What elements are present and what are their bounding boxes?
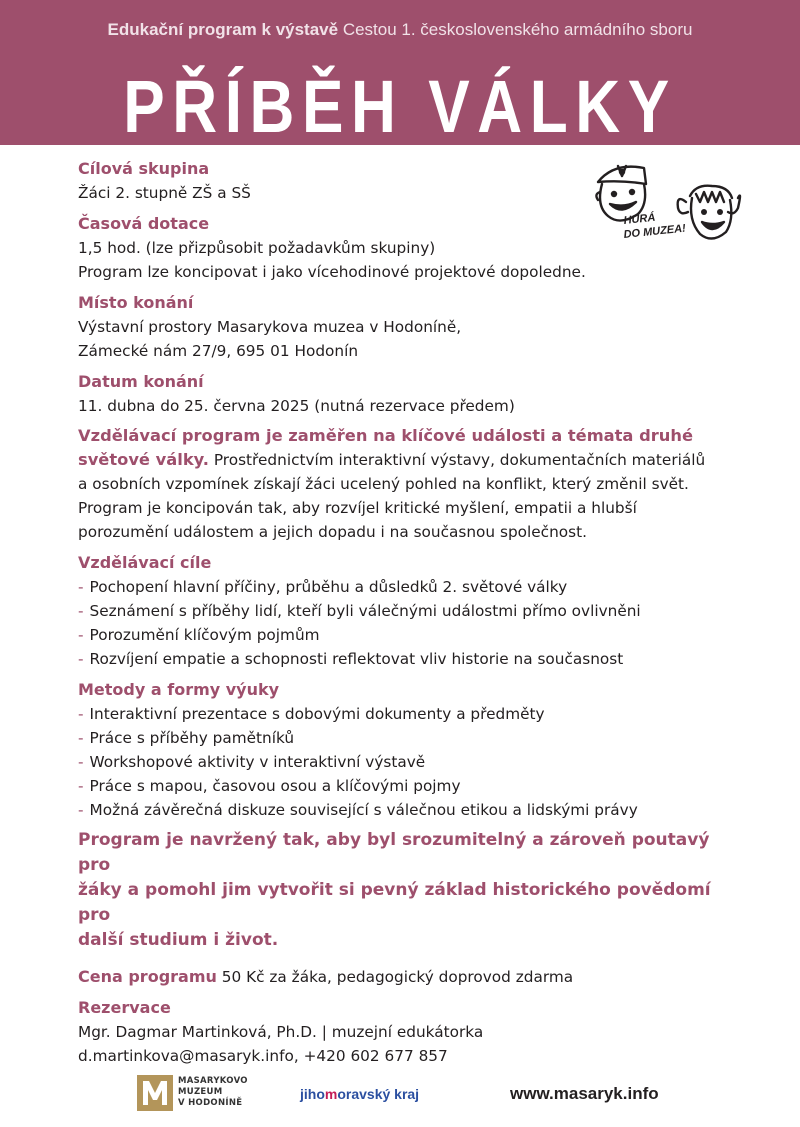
reservation-email-phone[interactable]: d.martinkova@masaryk.info, +420 602 677 857	[78, 1047, 448, 1065]
region-part-1: jiho	[300, 1086, 325, 1102]
duration-line-2: Program lze koncipovat i jako vícehodinové projektové dopoledne.	[78, 263, 586, 281]
goal-text: Rozvíjení empatie a schopnosti reflektovat vliv historie na současnost	[89, 650, 624, 668]
venue-heading: Místo konání	[78, 293, 194, 312]
museum-name-line-2: MUZEUM	[178, 1087, 223, 1097]
subtitle-bold: Edukační program k výstavě	[107, 20, 339, 39]
venue-line-1: Výstavní prostory Masarykova muzea v Hodoníně,	[78, 318, 462, 336]
list-item: - Práce s příběhy pamětníků	[78, 729, 295, 747]
goal-text: Porozumění klíčovým pojmům	[89, 626, 320, 644]
museum-name-line-3: V HODONÍNĚ	[178, 1098, 243, 1108]
summary-line-2: žáky a pomohl jim vytvořit si pevný základ historického povědomí pro	[78, 880, 711, 925]
date-text: 11. dubna do 25. června 2025 (nutná rezervace předem)	[78, 397, 515, 415]
content-body	[78, 156, 728, 1068]
mascot-text-1: HURÁ	[623, 211, 656, 227]
duration-line-1: 1,5 hod. (lze přizpůsobit požadavkům skupiny)	[78, 239, 436, 257]
program-subtitle	[0, 20, 800, 40]
footer	[0, 1070, 800, 1120]
list-item: - Rozvíjení empatie a schopnosti reflektovat vliv historie na současnost	[78, 650, 624, 668]
header-banner	[0, 0, 800, 148]
region-logo	[300, 1086, 419, 1102]
museum-logo-icon	[137, 1075, 173, 1111]
list-item: - Možná závěrečná diskuze související s válečnou etikou a lidskými právy	[78, 801, 638, 819]
methods-heading: Metody a formy výuky	[78, 680, 280, 699]
method-text: Práce s příběhy pamětníků	[89, 729, 295, 747]
price-label: Cena programu	[78, 967, 217, 986]
summary-line-3: další studium i život.	[78, 930, 279, 950]
region-part-2: m	[324, 1086, 338, 1102]
subtitle-rest: Cestou 1. československého armádního sboru	[342, 20, 693, 39]
museum-name	[178, 1076, 248, 1109]
method-text: Práce s mapou, časovou osou a klíčovými pojmy	[89, 777, 461, 795]
reservation-heading: Rezervace	[78, 998, 171, 1017]
list-item: - Workshopové aktivity v interaktivní výstavě	[78, 753, 426, 771]
venue-line-2: Zámecké nám 27/9, 695 01 Hodonín	[78, 342, 359, 360]
price-text: 50 Kč za žáka, pedagogický doprovod zdarma	[221, 968, 574, 986]
intro-line-3: a osobních vzpomínek získají žáci ucelený pohled na konflikt, který změnil svět.	[78, 475, 689, 493]
intro-line-2-rest: Prostřednictvím interaktivní výstavy, dokumentačních materiálů	[208, 451, 706, 469]
list-item: - Interaktivní prezentace s dobovými dokumenty a předměty	[78, 705, 545, 723]
list-item: - Pochopení hlavní příčiny, průběhu a důsledků 2. světové války	[78, 578, 568, 596]
method-text: Možná závěrečná diskuze související s válečnou etikou a lidskými právy	[89, 801, 638, 819]
website-link[interactable]: www.masaryk.info	[510, 1084, 659, 1103]
intro-lead-line-1: Vzdělávací program je zaměřen na klíčové události a témata druhé	[78, 426, 693, 445]
duration-heading: Časová dotace	[78, 214, 210, 233]
list-item: - Porozumění klíčovým pojmům	[78, 626, 320, 644]
intro-paragraph	[78, 424, 728, 544]
goals-heading: Vzdělávací cíle	[78, 553, 212, 572]
reservation-contact: Mgr. Dagmar Martinková, Ph.D. | muzejní edukátorka	[78, 1023, 484, 1041]
summary-line-1: Program je navržený tak, aby byl srozumitelný a zároveň poutavý pro	[78, 830, 710, 875]
mascot-text-2: DO MUZEA!	[623, 222, 687, 241]
intro-line-5: porozumění událostem a jejich dopadu i na současnou společnost.	[78, 523, 587, 541]
target-group-text: Žáci 2. stupně ZŠ a SŠ	[78, 184, 251, 202]
date-heading: Datum konání	[78, 372, 204, 391]
method-text: Workshopové aktivity v interaktivní výstavě	[89, 753, 426, 771]
price-line	[78, 965, 728, 989]
goal-text: Pochopení hlavní příčiny, průběhu a důsledků 2. světové války	[89, 578, 568, 596]
methods-list	[78, 702, 728, 822]
main-title: PŘÍBĚH VÁLKY	[123, 65, 677, 148]
target-group-heading: Cílová skupina	[78, 159, 210, 178]
museum-name-line-1: MASARYKOVO	[178, 1076, 248, 1086]
intro-line-4: Program je koncipován tak, aby rozvíjel kritické myšlení, empatii a hlubší	[78, 499, 637, 517]
region-part-3: oravský kraj	[337, 1086, 420, 1102]
goals-list	[78, 575, 728, 671]
list-item: - Práce s mapou, časovou osou a klíčovými pojmy	[78, 777, 461, 795]
list-item: - Seznámení s příběhy lidí, kteří byli válečnými událostmi přímo ovlivněni	[78, 602, 641, 620]
intro-lead-line-2: světové války.	[78, 450, 209, 469]
goal-text: Seznámení s příběhy lidí, kteří byli válečnými událostmi přímo ovlivněni	[89, 602, 641, 620]
method-text: Interaktivní prezentace s dobovými dokumenty a předměty	[89, 705, 545, 723]
